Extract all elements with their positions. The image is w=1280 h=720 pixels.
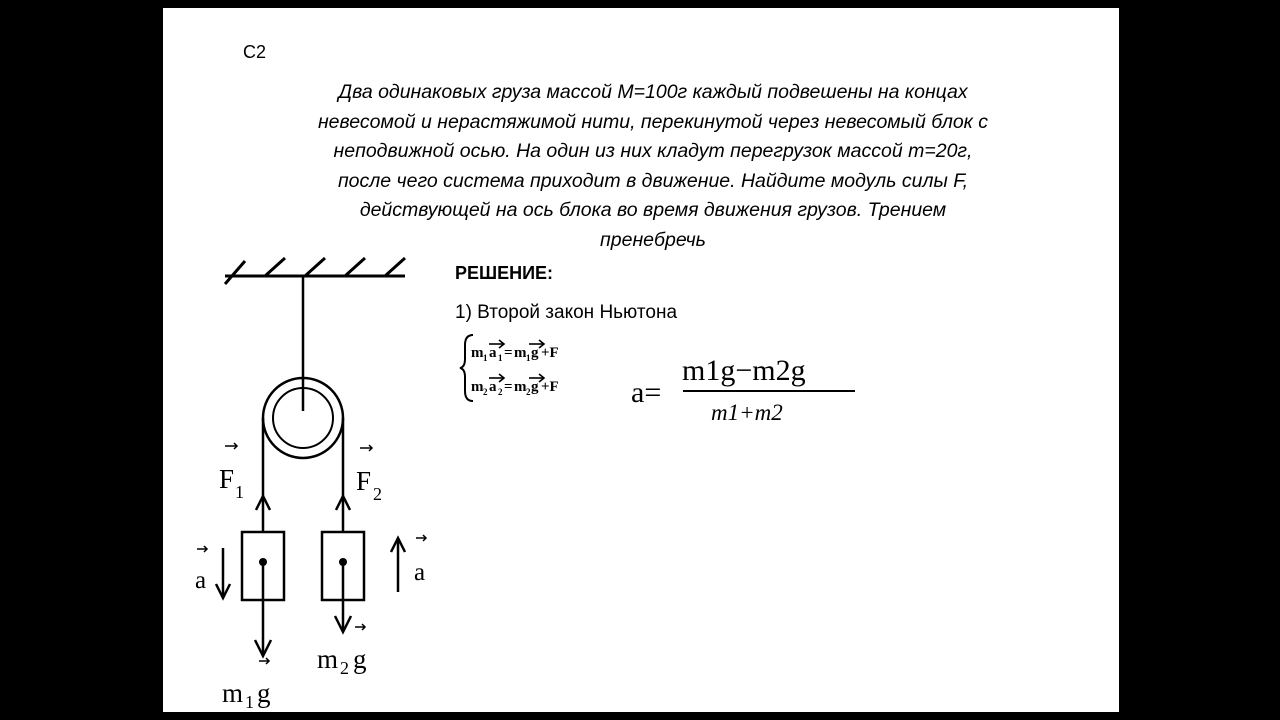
label-a-right: a <box>414 559 426 586</box>
eq1-a-sub: 1 <box>498 353 503 363</box>
acceleration-formula <box>631 344 861 434</box>
problem-label: C2 <box>243 42 267 62</box>
label-m1g-m: m <box>222 678 244 708</box>
eq1-equals: = <box>504 345 513 361</box>
eq2-m-right: m <box>514 379 527 395</box>
eq2-tail: +F <box>541 379 559 395</box>
label-m2g-g: g <box>353 644 367 674</box>
eq2-m: m <box>471 379 484 395</box>
eq2-m-sub: 2 <box>483 387 488 397</box>
formula-numerator: m1g−m2g <box>682 354 806 387</box>
eq2-m-right-sub: 2 <box>526 387 531 397</box>
eq1-m-right-sub: 1 <box>526 353 531 363</box>
equation-system <box>459 333 609 403</box>
label-f1-sub: 1 <box>235 482 244 502</box>
label-m2g-sub: 2 <box>340 658 349 678</box>
problem-line: пренебречь <box>600 228 706 251</box>
eq1-a: a <box>489 345 497 361</box>
label-a-left: a <box>195 567 207 594</box>
eq2-a-sub: 2 <box>498 387 503 397</box>
label-f2: F <box>356 466 372 496</box>
problem-line: неподвижной осью. На один из них кладут перегрузок массой m=20г, <box>333 140 973 162</box>
eq1-tail: +F <box>541 345 559 361</box>
formula-lhs: a= <box>631 376 662 409</box>
problem-line: действующей на ось блока во время движения грузов. Трением <box>359 199 947 221</box>
eq2-equals: = <box>504 379 513 395</box>
label-m1g-sub: 1 <box>245 692 254 712</box>
eq1-g: g <box>531 345 539 361</box>
eq1-m-sub: 1 <box>483 353 488 363</box>
problem-text <box>223 78 1083 255</box>
ceiling <box>225 258 405 284</box>
label-f1: F <box>219 464 235 494</box>
problem-line: невесомой и нерастяжимой нити, перекинутой через невесомый блок с <box>317 110 989 133</box>
problem-line: после чего система приходит в движение. Найдите модуль силы F, <box>337 169 969 192</box>
problem-line: Два одинаковых груза массой М=100г каждый подвешены на концах <box>338 81 968 103</box>
eq1-m: m <box>471 345 484 361</box>
equation-1 <box>471 340 559 363</box>
slide <box>163 8 1119 712</box>
eq2-g: g <box>531 379 539 395</box>
label-m1g-g: g <box>257 678 271 708</box>
solution-title: РЕШЕНИЕ: <box>455 263 554 283</box>
eq1-m-right: m <box>514 345 527 361</box>
equation-2 <box>471 374 559 397</box>
label-m2g-m: m <box>317 644 339 674</box>
formula-denominator: m1+m2 <box>711 400 783 425</box>
label-f2-sub: 2 <box>373 484 382 504</box>
newton-law-step: 1) Второй закон Ньютона <box>455 302 678 323</box>
pulley-diagram <box>195 248 453 712</box>
eq2-a: a <box>489 379 497 395</box>
